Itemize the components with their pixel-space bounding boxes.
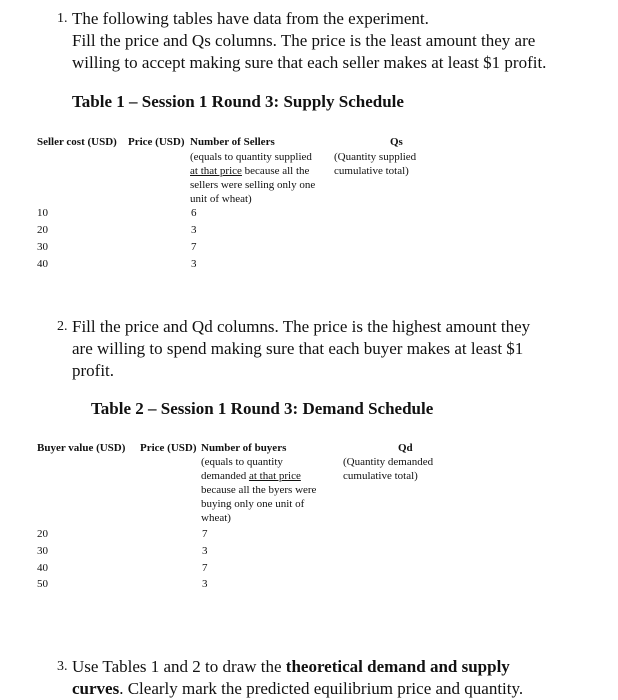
table-2-buyers-cell: 7 [202, 528, 208, 540]
question-1-line-2: Fill the price and Qs columns. The price is the least amount they are [72, 31, 536, 50]
table-2-buyers-cell: 3 [202, 545, 208, 557]
table-2-qd-note: (Quantity demanded cumulative total) [343, 456, 434, 482]
table-2-buyer-value-cell: 30 [37, 545, 48, 557]
question-1-number: 1. [57, 11, 68, 26]
table-2-buyer-value-cell: 20 [37, 528, 48, 540]
table-1-seller-cost-cell: 30 [37, 241, 48, 253]
question-3-number: 3. [57, 659, 68, 674]
table-2-buyers-note: (equals to quantity demanded at that price because all the byers were buying only one unit of wheat) [201, 456, 317, 524]
table-1-sellers-cell: 3 [191, 224, 197, 236]
table-1-header-qs: Qs [390, 136, 403, 148]
table-1-sellers-cell: 6 [191, 207, 197, 219]
question-2-line-2: are willing to spend making sure that each buyer makes at least $1 [72, 339, 524, 358]
table-1-seller-cost-cell: 20 [37, 224, 48, 236]
table-2-header-number-of-buyers: Number of buyers [201, 442, 287, 454]
table-2-header-buyer-value: Buyer value (USD) [37, 442, 126, 454]
table-1-qs-note: (Quantity supplied cumulative total) [334, 151, 417, 177]
question-1-line-1: The following tables have data from the experiment. [72, 9, 429, 28]
table-1-seller-cost-cell: 10 [37, 207, 48, 219]
table-1-header-seller-cost: Seller cost (USD) [37, 136, 117, 148]
table-1-title: Table 1 – Session 1 Round 3: Supply Schedule [72, 92, 404, 111]
table-1-sellers-note: (equals to quantity supplied at that price because all the sellers were selling only one unit of wheat) [190, 151, 316, 205]
table-2-buyer-value-cell: 40 [37, 562, 48, 574]
table-2-header-price: Price (USD) [140, 442, 197, 454]
table-1-header-price: Price (USD) [128, 136, 185, 148]
table-2-buyer-value-cell: 50 [37, 578, 48, 590]
table-1-seller-cost-cell: 40 [37, 258, 48, 270]
question-2-line-3: profit. [72, 361, 115, 380]
question-2-line-1: Fill the price and Qd columns. The price is the highest amount they [72, 317, 531, 336]
table-1-header-number-of-sellers: Number of Sellers [190, 136, 275, 148]
table-2-buyers-cell: 7 [202, 562, 208, 574]
question-3-text: Use Tables 1 and 2 to draw the theoretical demand and supply curves. Clearly mark the predicted equilibrium price and quantity. [72, 657, 524, 698]
question-1-line-3: willing to accept making sure that each seller makes at least $1 profit. [72, 53, 547, 72]
table-2-title: Table 2 – Session 1 Round 3: Demand Schedule [91, 399, 434, 418]
table-2-header-qd: Qd [398, 442, 413, 454]
table-1-sellers-cell: 7 [191, 241, 197, 253]
table-1-sellers-cell: 3 [191, 258, 197, 270]
question-2-number: 2. [57, 319, 68, 334]
table-2-buyers-cell: 3 [202, 578, 208, 590]
